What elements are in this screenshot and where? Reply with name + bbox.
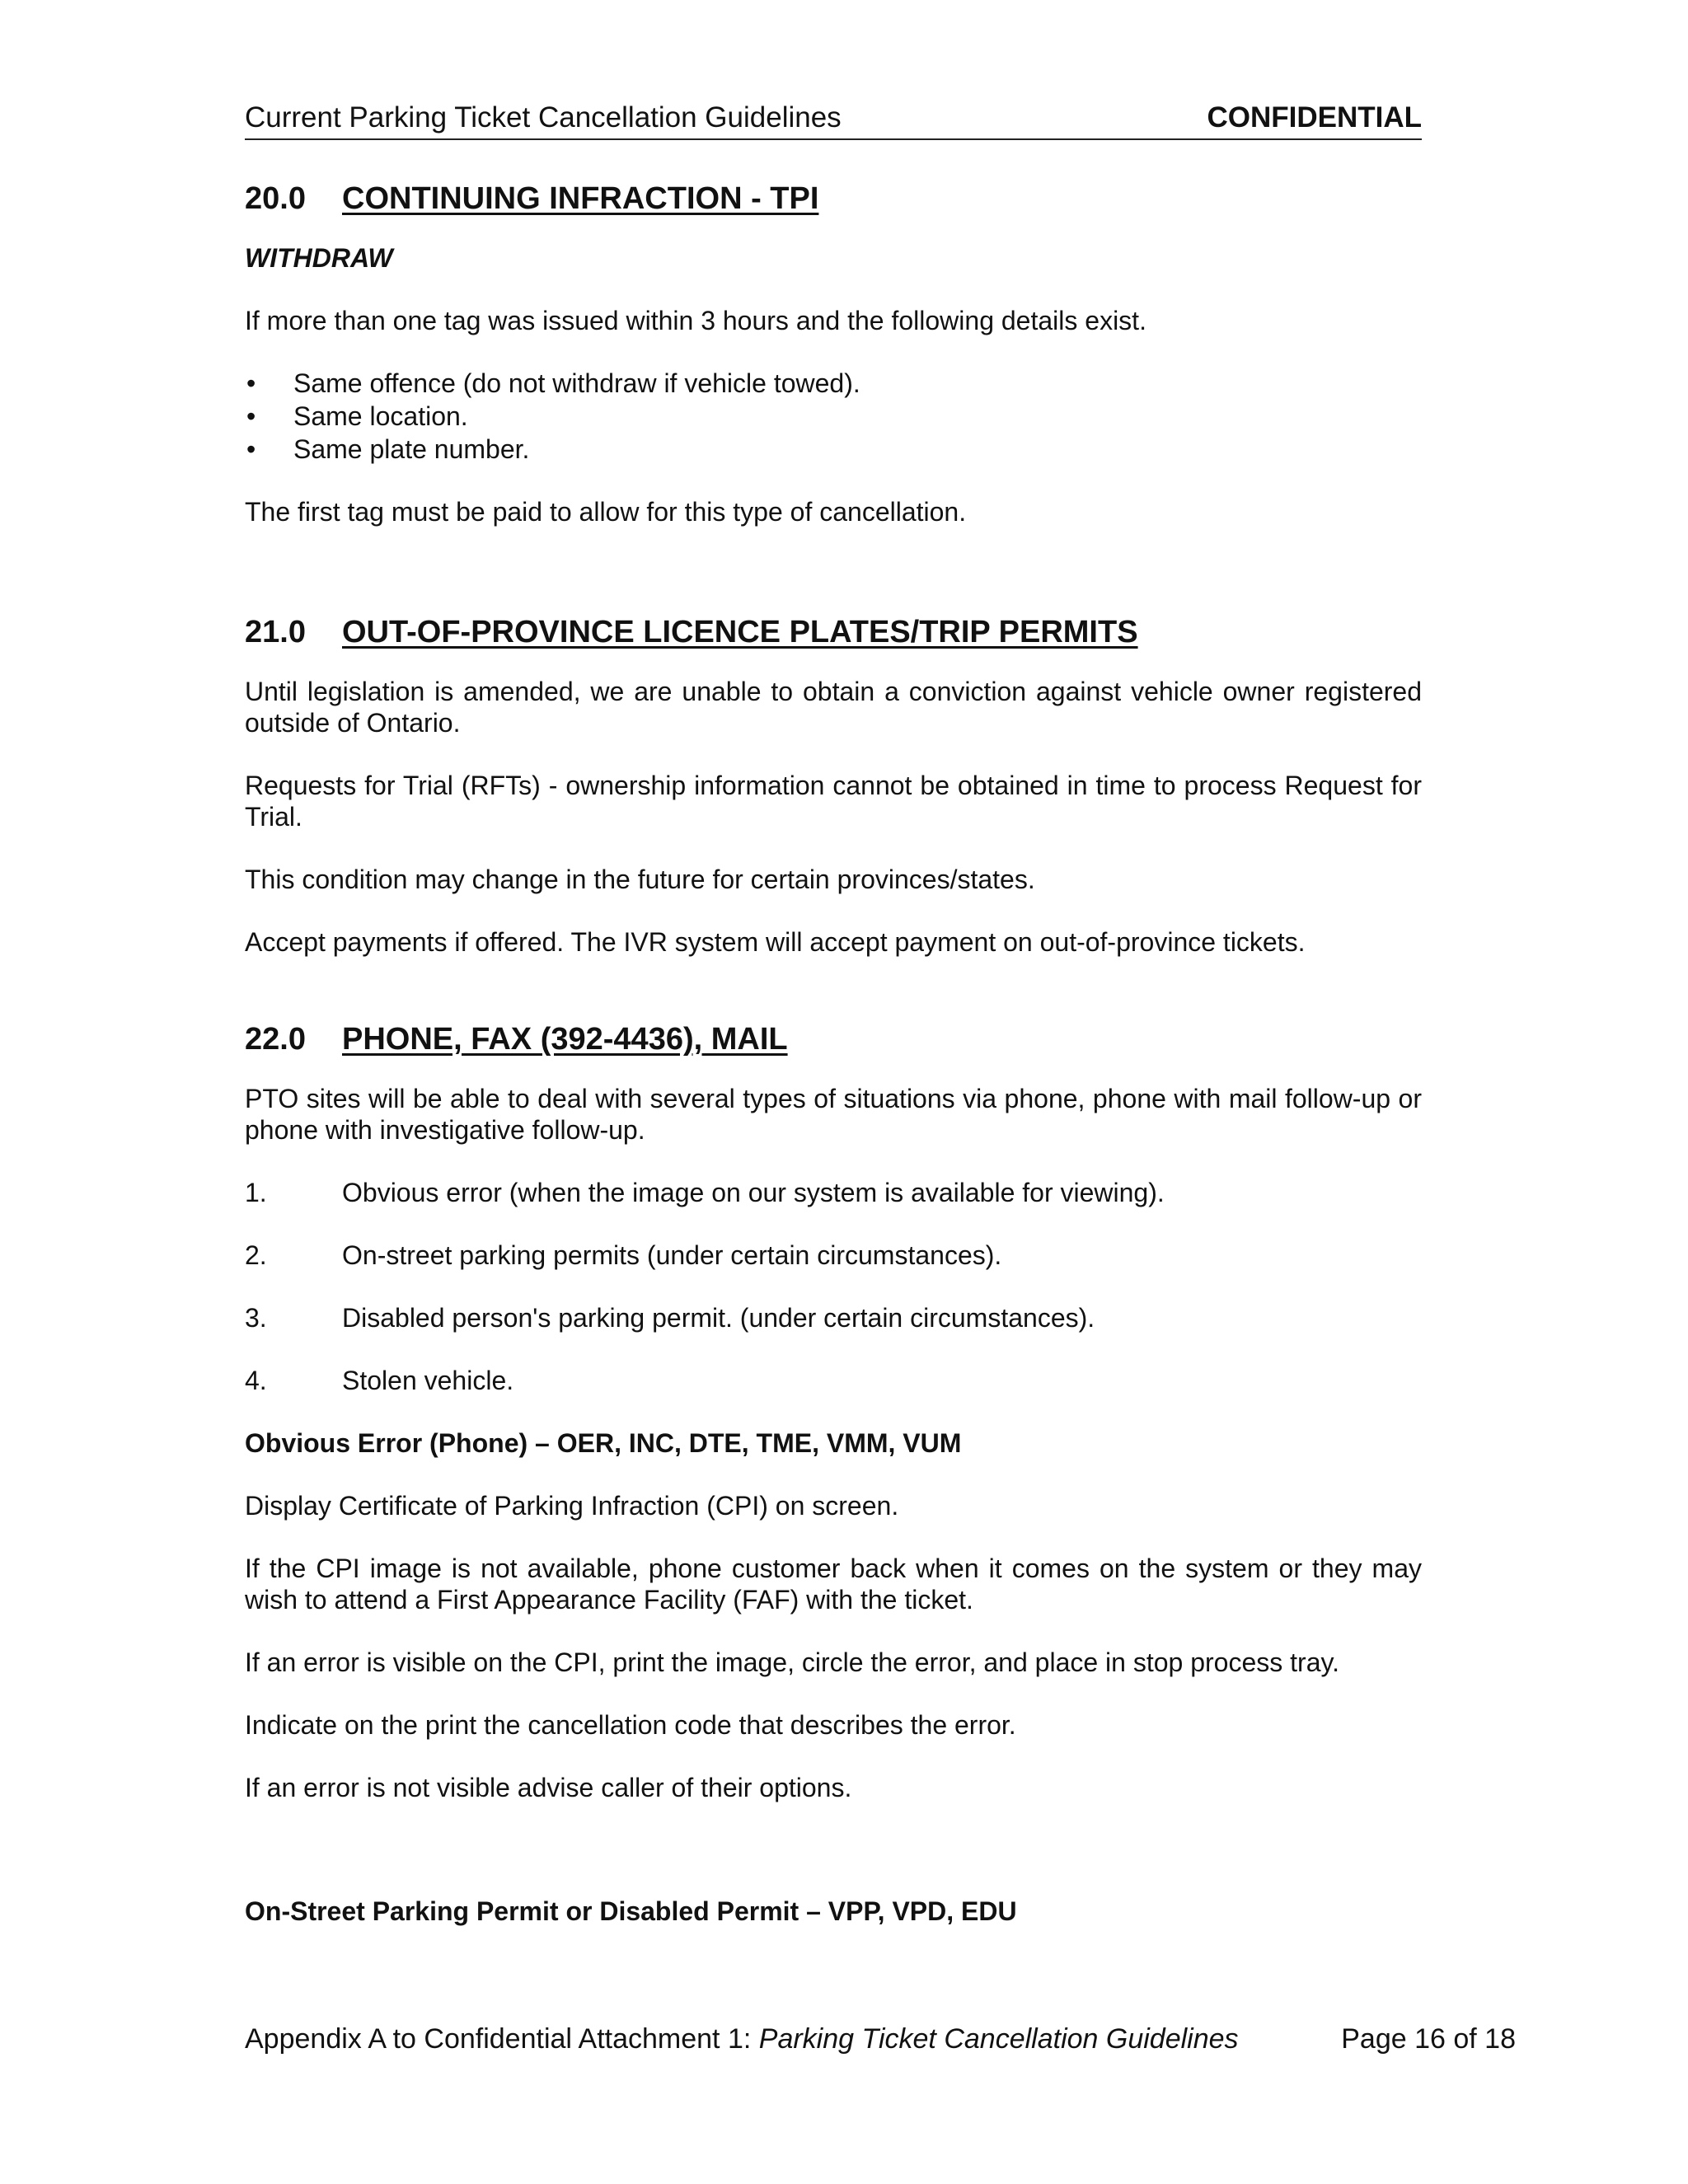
bullet-text: Same location.	[293, 401, 468, 431]
section-20-intro: If more than one tag was issued within 3 hours and the following details exist.	[245, 306, 1146, 335]
document-body	[245, 180, 1422, 1958]
obvious-error-paragraph: If an error is visible on the CPI, print the image, circle the error, and place in stop process tray.	[245, 1647, 1340, 1677]
item-text: Disabled person's parking permit. (under certain circumstances).	[342, 1303, 1095, 1333]
section-20-label: WITHDRAW	[245, 243, 393, 273]
obvious-error-paragraph: Indicate on the print the cancellation code that describes the error.	[245, 1710, 1016, 1740]
page-header	[245, 99, 1422, 140]
item-number: 2.	[245, 1240, 267, 1270]
bullet-icon: •	[246, 368, 256, 398]
section-22-intro: PTO sites will be able to deal with several types of situations via phone, phone with mail follow-up or phone with investigative follow-up.	[245, 1084, 1422, 1145]
numbered-item	[245, 1365, 1422, 1396]
footer-document-title: Parking Ticket Cancellation Guidelines	[758, 2023, 1239, 2055]
section-20-title: CONTINUING INFRACTION - TPI	[342, 181, 819, 216]
bullet-icon: •	[246, 401, 256, 431]
item-number: 3.	[245, 1303, 267, 1333]
section-20-heading	[245, 180, 1422, 218]
section-22-title: PHONE, FAX (392-4436), MAIL	[342, 1022, 788, 1057]
section-22-number: 22.0	[245, 1022, 306, 1057]
section-21-heading	[245, 613, 1422, 651]
obvious-error-paragraph: Display Certificate of Parking Infraction (CPI) on screen.	[245, 1491, 899, 1521]
section-21-paragraph: Requests for Trial (RFTs) - ownership information cannot be obtained in time to process Request for Trial.	[245, 771, 1422, 832]
bullet-text: Same offence (do not withdraw if vehicle towed).	[293, 368, 860, 398]
item-text: On-street parking permits (under certain circumstances).	[342, 1240, 1002, 1270]
numbered-item	[245, 1302, 1422, 1333]
permit-label: On-Street Parking Permit or Disabled Permit – VPP, VPD, EDU	[245, 1896, 1017, 1926]
item-text: Obvious error (when the image on our system is available for viewing).	[342, 1178, 1165, 1207]
section-22-heading	[245, 1020, 1422, 1058]
header-title: Current Parking Ticket Cancellation Guidelines	[245, 101, 842, 134]
item-text: Stolen vehicle.	[342, 1366, 514, 1395]
section-20-number: 20.0	[245, 181, 306, 216]
section-21-number: 21.0	[245, 615, 306, 649]
item-number: 1.	[245, 1178, 267, 1207]
obvious-error-paragraph: If the CPI image is not available, phone customer back when it comes on the system or they may wish to attend a First Appearance Facility (FAF) with the ticket.	[245, 1554, 1422, 1615]
section-21-title: OUT-OF-PROVINCE LICENCE PLATES/TRIP PERMITS	[342, 615, 1138, 649]
section-21-paragraph: Until legislation is amended, we are unable to obtain a conviction against vehicle owner registered outside of Ontario.	[245, 677, 1422, 738]
section-20-bullet-list	[245, 368, 1422, 465]
obvious-error-label: Obvious Error (Phone) – OER, INC, DTE, TME, VMM, VUM	[245, 1428, 962, 1458]
numbered-item	[245, 1177, 1422, 1208]
section-21-paragraph: This condition may change in the future for certain provinces/states.	[245, 865, 1035, 894]
footer-reference	[245, 2021, 1239, 2057]
bullet-text: Same plate number.	[293, 434, 530, 464]
bullet-icon: •	[246, 434, 256, 464]
section-20-closing: The first tag must be paid to allow for this type of cancellation.	[245, 497, 967, 527]
item-number: 4.	[245, 1366, 267, 1395]
page-number: Page 16 of 18	[1341, 2023, 1516, 2055]
bullet-item	[245, 434, 1422, 465]
footer-prefix: Appendix A to Confidential Attachment 1:	[245, 2023, 759, 2055]
numbered-item	[245, 1240, 1422, 1271]
obvious-error-paragraph: If an error is not visible advise caller of their options.	[245, 1773, 852, 1802]
section-21-paragraph: Accept payments if offered. The IVR system will accept payment on out-of-province tickets.	[245, 927, 1306, 957]
header-classification: CONFIDENTIAL	[1207, 101, 1422, 134]
bullet-item	[245, 401, 1422, 432]
bullet-item	[245, 368, 1422, 399]
